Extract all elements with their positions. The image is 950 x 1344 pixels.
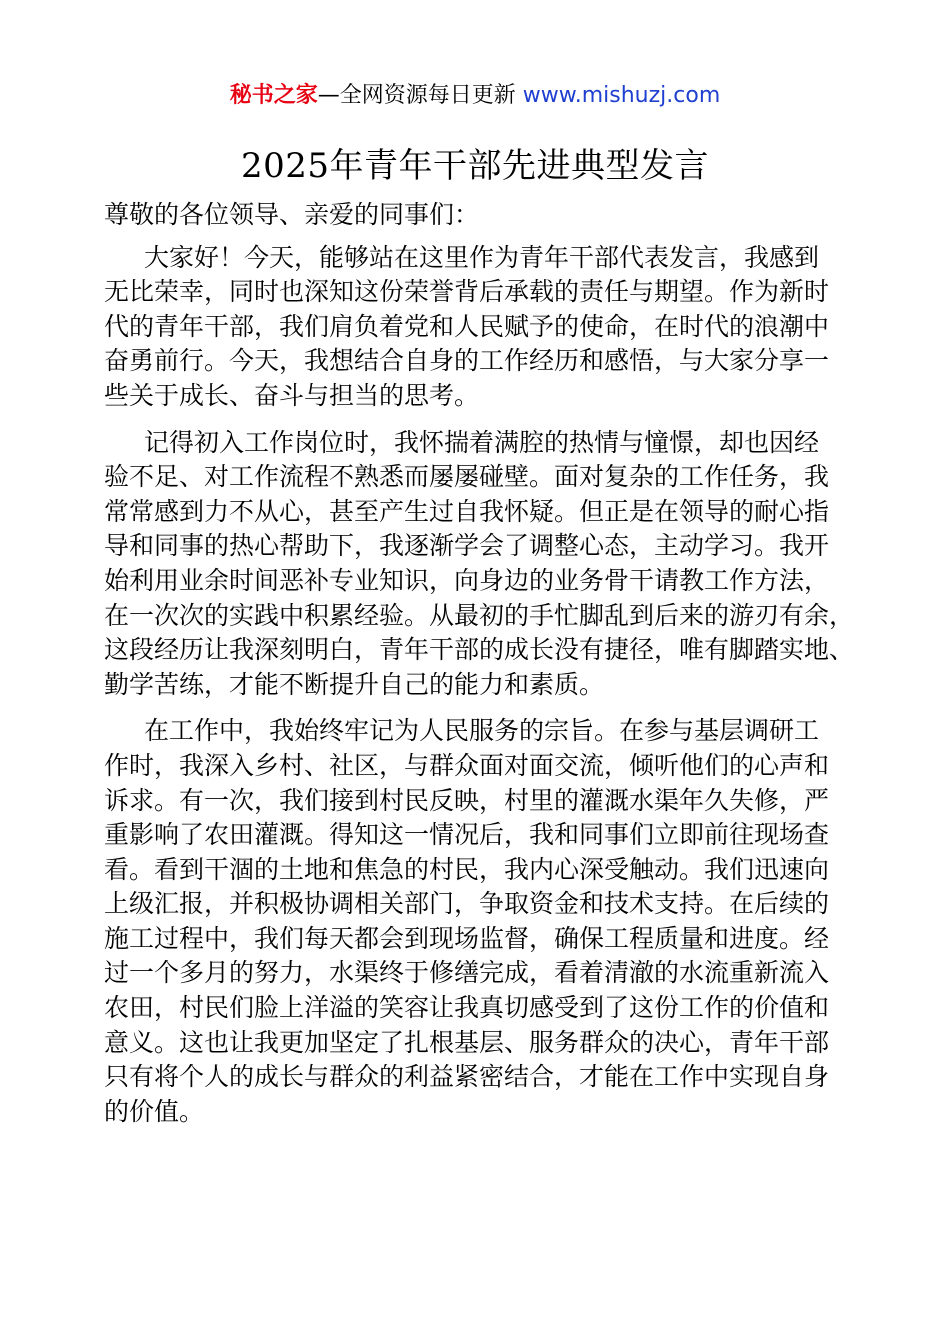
paragraph-line: 农田，村民们脸上洋溢的笑容让我真切感受到了这份工作的价值和 [104, 993, 830, 1023]
paragraph-line: 常常感到力不从心，甚至产生过自我怀疑。但正是在领导的耐心指 [104, 496, 830, 526]
paragraph-line: 作时，我深入乡村、社区，与群众面对面交流，倾听他们的心声和 [104, 750, 830, 780]
paragraph-line: 只有将个人的成长与群众的利益紧密结合，才能在工作中实现自身 [104, 1062, 830, 1092]
paragraph-line: 在工作中，我始终牢记为人民服务的宗旨。在参与基层调研工 [144, 716, 820, 746]
paragraph-line: 的价值。 [104, 1096, 205, 1126]
paragraph [104, 714, 849, 1129]
paragraph [104, 241, 849, 414]
paragraph-line: 过一个多月的努力，水渠终于修缮完成，看着清澈的水流重新流入 [104, 958, 830, 988]
paragraph-line: 看。看到干涸的土地和焦急的村民，我内心深受触动。我们迅速向 [104, 854, 830, 884]
document-title: 2025年青年干部先进典型发言 [240, 146, 710, 186]
paragraph-line: 意义。这也让我更加坚定了扎根基层、服务群众的决心，青年干部 [104, 1027, 830, 1057]
document-body [104, 198, 855, 1141]
paragraph-line: 重影响了农田灌溉。得知这一情况后，我和同事们立即前往现场查 [104, 820, 830, 850]
paragraph-line: 些关于成长、奋斗与担当的思考。 [104, 380, 480, 410]
paragraph-line: 大家好！今天，能够站在这里作为青年干部代表发言，我感到 [144, 242, 820, 272]
paragraph-line: 验不足、对工作流程不熟悉而屡屡碰壁。面对复杂的工作任务，我 [104, 462, 830, 492]
paragraph-line: 这段经历让我深刻明白，青年干部的成长没有捷径，唯有脚踏实地、 [104, 635, 855, 665]
paragraph-line: 奋勇前行。今天，我想结合自身的工作经历和感悟，与大家分享一 [104, 346, 830, 376]
site-tagline: —全网资源每日更新 [317, 83, 523, 108]
paragraph-line: 诉求。有一次，我们接到村民反映，村里的灌溉水渠年久失修，严 [104, 785, 830, 815]
site-header [0, 80, 950, 112]
salutation: 尊敬的各位领导、亲爱的同事们： [104, 200, 480, 229]
paragraph-line: 始利用业余时间恶补专业知识，向身边的业务骨干请教工作方法， [104, 565, 830, 595]
paragraph-line: 施工过程中，我们每天都会到现场监督，确保工程质量和进度。经 [104, 923, 830, 953]
paragraph [104, 426, 855, 703]
paragraph-line: 代的青年干部，我们肩负着党和人民赋予的使命，在时代的浪潮中 [104, 311, 830, 341]
site-brand: 秘书之家 [229, 83, 318, 108]
paragraph-line: 在一次次的实践中积累经验。从最初的手忙脚乱到后来的游刃有余， [104, 600, 855, 630]
paragraph-line: 记得初入工作岗位时，我怀揣着满腔的热情与憧憬，却也因经 [144, 427, 820, 457]
paragraph-line: 无比荣幸，同时也深知这份荣誉背后承载的责任与期望。作为新时 [104, 277, 830, 307]
paragraph-line: 上级汇报，并积极协调相关部门，争取资金和技术支持。在后续的 [104, 889, 830, 919]
site-url-link[interactable]: www.mishuzj.com [522, 83, 721, 108]
paragraph-line: 勤学苦练，才能不断提升自己的能力和素质。 [104, 669, 605, 699]
paragraph-line: 导和同事的热心帮助下，我逐渐学会了调整心态，主动学习。我开 [104, 531, 830, 561]
